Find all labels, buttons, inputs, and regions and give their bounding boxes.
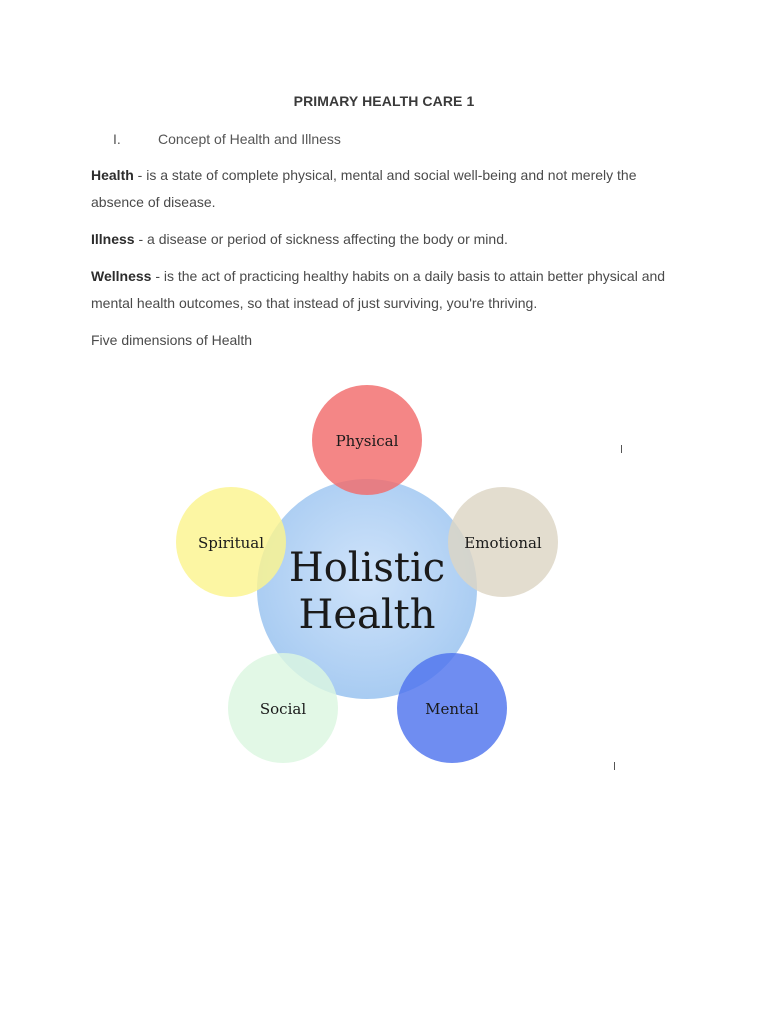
- dimensions-intro: Five dimensions of Health: [91, 332, 253, 348]
- dimension-emotional: [448, 487, 558, 597]
- dimension-physical-label: Physical: [335, 432, 399, 450]
- definition-text: - is the act of practicing healthy habits on a daily basis to attain better physical and mental health outcomes, so that instead of just surviving, you're thriving.: [91, 268, 666, 311]
- cursor-mark: [614, 762, 615, 770]
- definition-term: Health: [91, 167, 134, 183]
- definition-text: - is a state of complete physical, mental and social well-being and not merely the absence of disease.: [91, 167, 637, 210]
- definition-term: Wellness: [91, 268, 152, 284]
- dimension-mental-label: Mental: [425, 700, 479, 718]
- page-title: PRIMARY HEALTH CARE 1: [293, 93, 475, 109]
- center-label-line1: Holistic: [288, 545, 446, 591]
- section-numeral: I.: [113, 131, 121, 147]
- dimension-physical: [312, 385, 422, 495]
- dimension-mental: [397, 653, 507, 763]
- dimension-spiritual: [176, 487, 286, 597]
- definition-term: Illness: [91, 231, 135, 247]
- dimension-emotional-label: Emotional: [464, 534, 542, 552]
- center-label-line2: Health: [298, 592, 436, 638]
- dimension-social: [228, 653, 338, 763]
- dimension-social-label: Social: [259, 700, 307, 718]
- definition-text: - a disease or period of sickness affecting the body or mind.: [134, 231, 508, 247]
- cursor-mark: [621, 445, 622, 453]
- section-heading-text: Concept of Health and Illness: [158, 131, 341, 147]
- dimension-spiritual-label: Spiritual: [197, 534, 265, 552]
